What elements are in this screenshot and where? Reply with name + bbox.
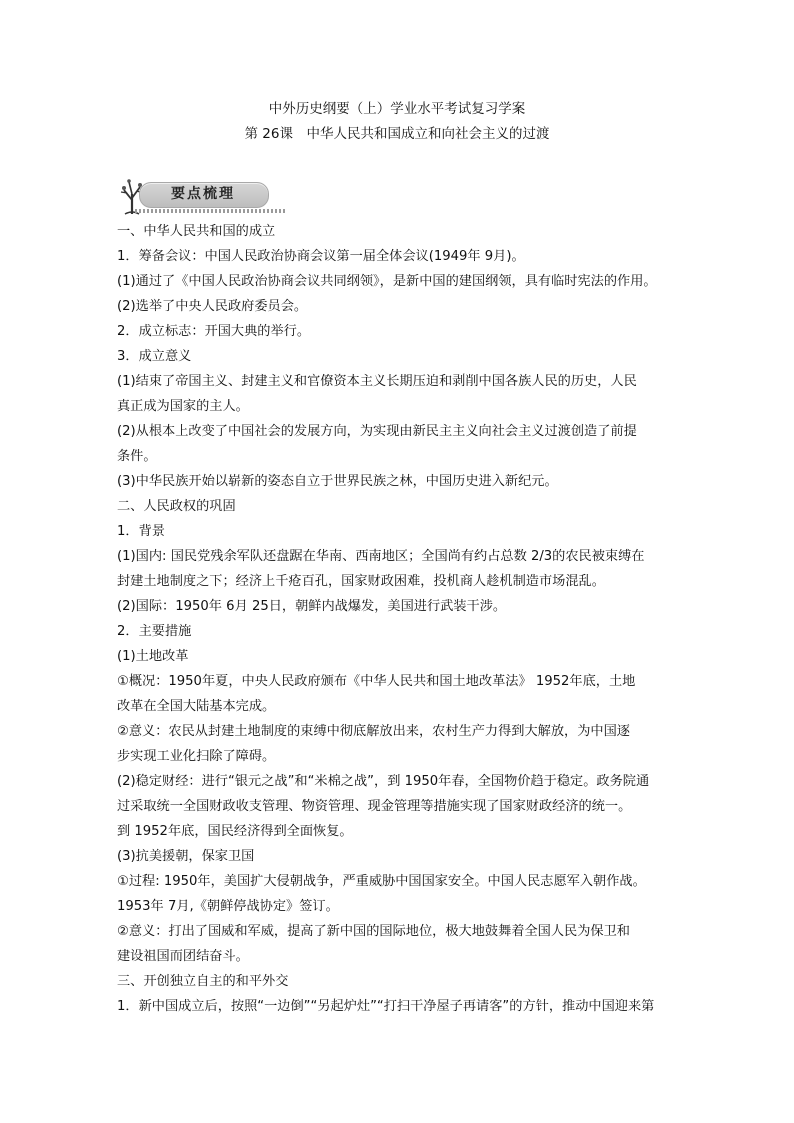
- text-line: 三、开创独立自主的和平外交: [117, 974, 289, 989]
- text-line: 条件。: [117, 449, 157, 464]
- text-line: 1．背景: [117, 524, 165, 539]
- lesson-title: 第 26课 中华人民共和国成立和向社会主义的过渡: [244, 126, 550, 142]
- text-line: (1)国内: 国民党残余军队还盘踞在华南、西南地区；全国尚有约占总数 2/3的农民被束缚在: [117, 549, 645, 564]
- text-line: (3)中华民族开始以崭新的姿态自立于世界民族之林，中国历史进入新纪元。: [117, 474, 558, 489]
- text-line: 真正成为国家的主人。: [117, 399, 249, 414]
- text-line: 步实现工业化扫除了障碍。: [117, 749, 276, 764]
- badge-underline: [135, 209, 285, 213]
- text-line: ②意义：打出了国威和军威，提高了新中国的国际地位，极大地鼓舞着全国人民为保卫和: [117, 924, 630, 939]
- text-line: (1)通过了《中国人民政治协商会议共同纲领》，是新中国的建国纲领，具有临时宪法的作用。: [117, 274, 657, 289]
- text-line: ①过程: 1950年，美国扩大侵朝战争，严重威胁中国国家安全。中国人民志愿军入朝作战。: [117, 874, 646, 889]
- text-line: (1)结束了帝国主义、封建主义和官僚资本主义长期压迫和剥削中国各族人民的历史，人民: [117, 374, 637, 389]
- text-line: (2)从根本上改变了中国社会的发展方向，为实现由新民主主义向社会主义过渡创造了前提: [117, 424, 637, 439]
- text-line: ①概况：1950年夏，中央人民政府颁布《中华人民共和国土地改革法》 1952年底，土地: [117, 674, 636, 689]
- text-line: (2)稳定财经：进行“银元之战”和“米棉之战”，到 1950年春，全国物价趋于稳定。政务院通: [117, 774, 650, 789]
- text-line: 一、中华人民共和国的成立: [117, 224, 276, 239]
- document-title: 中外历史纲要（上）学业水平考试复习学案: [268, 101, 526, 117]
- text-line: ②意义：农民从封建土地制度的束缚中彻底解放出来，农村生产力得到大解放，为中国逐: [117, 724, 630, 739]
- text-line: 1953年 7月,《朝鲜停战协定》签订。: [117, 899, 339, 914]
- text-line: 3．成立意义: [117, 349, 192, 364]
- text-line: 1．筹备会议：中国人民政治协商会议第一届全体会议(1949年 9月)。: [117, 249, 525, 264]
- text-line: (2)国际：1950年 6月 25日，朝鲜内战爆发，美国进行武装干涉。: [117, 599, 507, 614]
- section-badge: [117, 176, 277, 216]
- text-line: 改革在全国大陆基本完成。: [117, 699, 276, 714]
- text-line: (3)抗美援朝，保家卫国: [117, 849, 255, 864]
- text-line: 建设祖国而团结奋斗。: [117, 949, 249, 964]
- body-text: [117, 219, 679, 1019]
- text-line: (1)土地改革: [117, 649, 189, 664]
- text-line: 2．主要措施: [117, 624, 192, 639]
- text-line: 2．成立标志：开国大典的举行。: [117, 324, 311, 339]
- text-line: (2)选举了中央人民政府委员会。: [117, 299, 308, 314]
- section-heading: 要点梳理: [171, 186, 235, 202]
- text-line: 二、人民政权的巩固: [117, 499, 236, 514]
- text-line: 过采取统一全国财政收支管理、物资管理、现金管理等措施实现了国家财政经济的统一。: [117, 799, 632, 814]
- text-line: 1．新中国成立后，按照“一边倒”“另起炉灶”“打扫干净屋子再请客”的方针，推动中国迎来第: [117, 999, 655, 1014]
- text-line: 到 1952年底，国民经济得到全面恢复。: [117, 824, 353, 839]
- text-line: 封建土地制度之下；经济上千疮百孔，国家财政困难，投机商人趁机制造市场混乱。: [117, 574, 605, 589]
